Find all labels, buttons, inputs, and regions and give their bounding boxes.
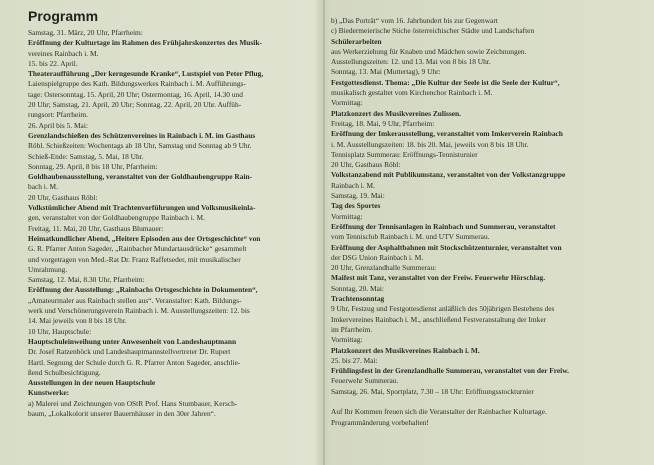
text-line: vereines Rainbach i. M.	[28, 48, 99, 58]
text-line: Eröffnung der Ausstellung: „Rainbachs Ortsgeschichte in Dokumenten“,	[28, 285, 258, 295]
text-line: 20 Uhr, Grenzlandhalle Summerau:	[331, 263, 437, 273]
text-line: Platzkonzert des Musikvereines Rainbach i. M.	[331, 345, 480, 355]
text-line: 25. bis 27. Mai:	[331, 355, 378, 365]
text-line: 20 Uhr; Samstag, 21. April, 20 Uhr; Sonntag, 22. April, 20 Uhr. Auffüh-	[28, 100, 242, 110]
text-line: Eröffnung der Asphaltbahnen mit Stockschützenturnier, veranstaltet von	[331, 242, 562, 252]
text-line: Schieß-Ende: Samstag, 5. Mai, 18 Uhr.	[28, 151, 144, 161]
program-title: Programm	[28, 8, 99, 24]
text-line: b) „Das Porträt“ vom 16. Jahrhundert bis zur Gegenwart	[331, 16, 498, 25]
text-line: Platzkonzert des Musikvereines Zulissen.	[331, 108, 462, 118]
text-line: Feuerwehr Summerau.	[331, 376, 399, 386]
right-column	[331, 16, 634, 428]
text-line: 20 Uhr, Gasthaus Röbl:	[331, 160, 401, 170]
text-line: werk und Verschönerungsverein Rainbach i. M. Ausstellungszeiten: 12. bis	[28, 306, 250, 316]
text-line: rungsort: Pfarrheim.	[28, 110, 88, 120]
text-line: Vormittag:	[331, 335, 363, 345]
text-line: Samstag, 26. Mai, Sportplatz, 7.30 – 18 Uhr: Eröffnungsstockturnier	[331, 386, 534, 396]
text-line: ßend Schulbesichtigung.	[28, 367, 101, 377]
text-line: Tennisplatz Summerau: Eröffnungs-Tennisturnier	[331, 149, 478, 159]
text-line: musikalisch gestaltet vom Kirchenchor Rainbach i. M.	[331, 88, 493, 98]
text-line: 9 Uhr, Festzug und Festgottesdienst anläßlich des 50jährigen Bestehens des	[331, 304, 555, 314]
text-line: Goldhaubenausstellung, veranstaltet von der Goldhaubengruppe Rain-	[28, 172, 253, 182]
text-line: „Amateurmaler aus Rainbach stellen aus“. Veranstalter: Kath. Bildungs-	[28, 295, 242, 305]
text-line: und vorgetragen von Med.-Rat Dr. Franz Raffetseder, mit musikalischer	[28, 254, 241, 264]
text-line: gen, veranstaltet von der Goldhaubengruppe Rainbach i. M.	[28, 213, 205, 223]
text-line: Maifest mit Tanz, veranstaltet von der Freiw. Feuerwehr Hörschlag.	[331, 273, 546, 283]
right-text	[331, 16, 634, 428]
text-line: Rainbach i. M.	[331, 180, 375, 190]
text-line: Programmänderung vorbehalten!	[331, 417, 429, 427]
text-line: Eröffnung der Tennisanlagen in Rainbach und Summerau, veranstaltet	[331, 221, 556, 231]
text-line: Theateraufführung „Der kerngesunde Kranke“, Lustspiel von Peter Pflug,	[28, 69, 264, 79]
text-line: 14. Mai jeweils von 8 bis 18 Uhr.	[28, 316, 127, 326]
text-line: 10 Uhr, Hauptschule:	[28, 326, 92, 336]
text-line: G. R. Pfarrer Anton Sageder, „Rainbacher Mundartausdrücke“ gesammelt	[28, 244, 247, 254]
text-line: Freitag, 18. Mai, 9 Uhr, Pfarrheim:	[331, 118, 435, 128]
text-line: Sonntag, 20. Mai:	[331, 283, 384, 293]
text-line: Imkervereines Rainbach i. M., anschließend Festveranstaltung der Imker	[331, 314, 547, 324]
text-line: Frühlingsfest in der Grenzlandhalle Summerau, veranstaltet von der Freiw.	[331, 366, 570, 376]
text-line: Volkstanzabend mit Publikumstanz, veranstaltet von der Volkstanzgruppe	[331, 170, 566, 180]
text-line: Kunstwerke:	[28, 388, 70, 398]
text-line: aus Werkerziehung für Knaben und Mädchen sowie Zeichnungen.	[331, 46, 527, 56]
text-line: Trachtensonntag	[331, 294, 385, 304]
text-line: Vormittag:	[331, 211, 363, 221]
text-line: Dr. Josef Ratzenböck und Landeshauptmannstellvertreter Dr. Rupert	[28, 347, 231, 357]
text-line: Eröffnung der Imkerausstellung, veranstaltet vom Imkerverein Rainbach	[331, 129, 563, 139]
text-line: Ausstellungszeiten: 12. und 13. Mai von 8 bis 18 Uhr.	[331, 57, 491, 67]
text-line: Hartl. Segnung der Schule durch G. R. Pfarrer Anton Sageder, anschlie-	[28, 357, 241, 367]
text-line: i. M. Ausstellungszeiten: 18. bis 20. Mai, jeweils von 8 bis 18 Uhr.	[331, 139, 529, 149]
text-line: Samstag, 31. März, 20 Uhr, Pfarrheim:	[28, 28, 143, 37]
text-line: Ausstellungen in der neuen Hauptschule	[28, 378, 156, 388]
text-line: baum, „Lokalkolorit unserer Bauernhäuser in den 30er Jahren“.	[28, 408, 216, 418]
text-line: im Pfarrheim.	[331, 324, 373, 334]
text-line: a) Malerei und Zeichnungen von OStR Prof. Hans Stumbauer, Kersch-	[28, 398, 238, 408]
text-line: Umrahmung.	[28, 264, 68, 274]
text-line: Samstag, 19. Mai:	[331, 191, 385, 201]
text-line: c) Biedermeierische Stiche österreichischer Städte und Landschaften	[331, 26, 535, 36]
text-line: Tag des Sportes	[331, 201, 381, 211]
text-line: bach i. M.	[28, 182, 58, 192]
text-line: Sonntag, 29. April, 8 bis 18 Uhr, Pfarrheim:	[28, 161, 158, 171]
text-line	[331, 397, 634, 407]
text-line: 20 Uhr, Gasthaus Röbl:	[28, 192, 98, 202]
text-line: Vormittag:	[331, 98, 363, 108]
text-line: tage: Ostersonntag, 15. April, 20 Uhr; Ostermontag, 16. April, 14.30 und	[28, 89, 243, 99]
text-line: 26. April bis 5. Mai:	[28, 120, 88, 130]
text-line: Hauptschuleinweihung unter Anwesenheit von Landeshauptmann	[28, 336, 237, 346]
text-line: Samstag, 12. Mai, 8.30 Uhr, Pfarrheim:	[28, 275, 145, 285]
page-fold	[323, 0, 325, 465]
text-line: 15. bis 22. April.	[28, 58, 78, 68]
text-line: Schülerarbeiten	[331, 36, 382, 46]
text-line: Freitag, 11. Mai, 20 Uhr, Gasthaus Blumauer:	[28, 223, 164, 233]
text-line: Volkstümlicher Abend mit Trachtenvorführungen und Volksmusikeinla-	[28, 203, 256, 213]
text-line: der DSG Union Rainbach i. M.	[331, 252, 424, 262]
text-line: Grenzlandschießen des Schützenvereines in Rainbach i. M. im Gasthaus	[28, 130, 256, 140]
text-line: Eröffnung der Kulturtage im Rahmen des Frühjahrskonzertes des Musik-	[28, 38, 262, 48]
text-line: Festgottesdienst. Thema: „Die Kultur der Seele ist die Seele der Kultur“,	[331, 77, 560, 87]
left-column	[28, 8, 323, 419]
text-line: Auf Ihr Kommen freuen sich die Veranstalter der Rainbacher Kulturtage.	[331, 407, 547, 417]
text-line: Laienspielgruppe des Kath. Bildungswerkes Rainbach i. M. Aufführungs-	[28, 79, 246, 89]
text-line: Sonntag, 13. Mai (Muttertag), 9 Uhr:	[331, 67, 441, 77]
text-line: vom Tennisclub Rainbach i. M. und UTV Summerau.	[331, 232, 490, 242]
text-line: Röbl. Schießzeiten: Wochentags ab 18 Uhr, Samstag und Sonntag ab 9 Uhr.	[28, 141, 252, 151]
text-line: Heimatkundlicher Abend, „Heitere Episoden aus der Ortsgeschichte“ von	[28, 233, 261, 243]
left-text	[28, 28, 323, 419]
